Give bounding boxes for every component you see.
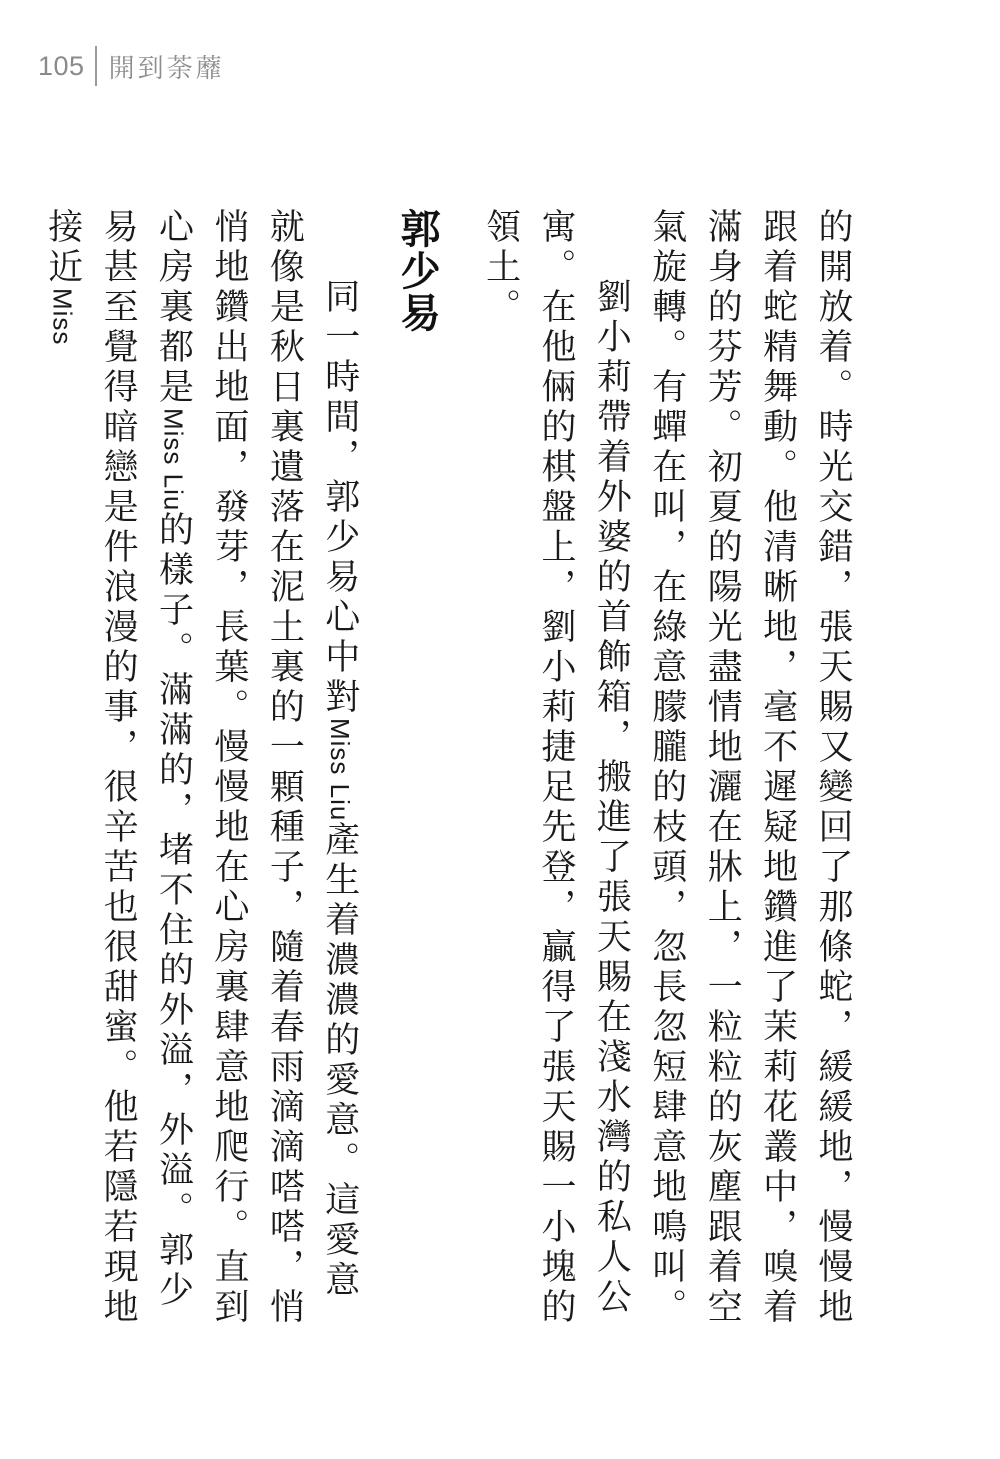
- paragraph-3: [34, 208, 366, 1338]
- paragraph-3-text-c: 的樣子。滿滿的，堵不住的外溢，外溢。郭少易甚至覺得暗戀是件浪漫的事，很辛苦也很甜蜜。他若隱若現地接近: [42, 208, 194, 1328]
- latin-name-2: Miss Liu: [158, 408, 189, 512]
- vertical-text-body: [34, 208, 860, 1338]
- paragraph-2: 劉小莉帶着外婆的首飾箱，搬進了張天賜在淺水灣的私人公寓。在他倆的棋盤上，劉小莉捷足先登，贏得了張天賜一小塊的領土。: [480, 208, 632, 1328]
- book-title: 開到荼蘼: [108, 53, 225, 84]
- paragraph-3-text-b: 產生着濃濃的愛意。這愛意就像是秋日裏遺落在泥土裏的一顆種子，隨着春雨滴滴嗒嗒，悄悄地鑽出地面，發芽，長葉。慢慢地在心房裏肆意地爬行。直到心房裏都是: [153, 208, 360, 1328]
- section-heading: 郭少易: [394, 208, 441, 334]
- latin-name-3: Miss: [47, 288, 78, 346]
- latin-name-1: Miss Liu: [324, 718, 355, 822]
- header-divider: [95, 46, 97, 86]
- paragraph-3-text-a: 同一時間，郭少易心中對: [319, 278, 360, 718]
- page-header: [38, 42, 225, 90]
- page-number: 105: [38, 50, 85, 81]
- paragraph-1: 的開放着。時光交錯，張天賜又變回了那條蛇，緩緩地，慢慢地跟着蛇精舞動。他清晰地，毫不遲疑地鑽進了茉莉花叢中，嗅着滿身的芬芳。初夏的陽光盡情地灑在牀上，一粒粒的灰塵跟着空氣旋轉。有蟬在叫，在綠意朦朧的枝頭，忽長忽短肆意地鳴叫。: [646, 208, 853, 1328]
